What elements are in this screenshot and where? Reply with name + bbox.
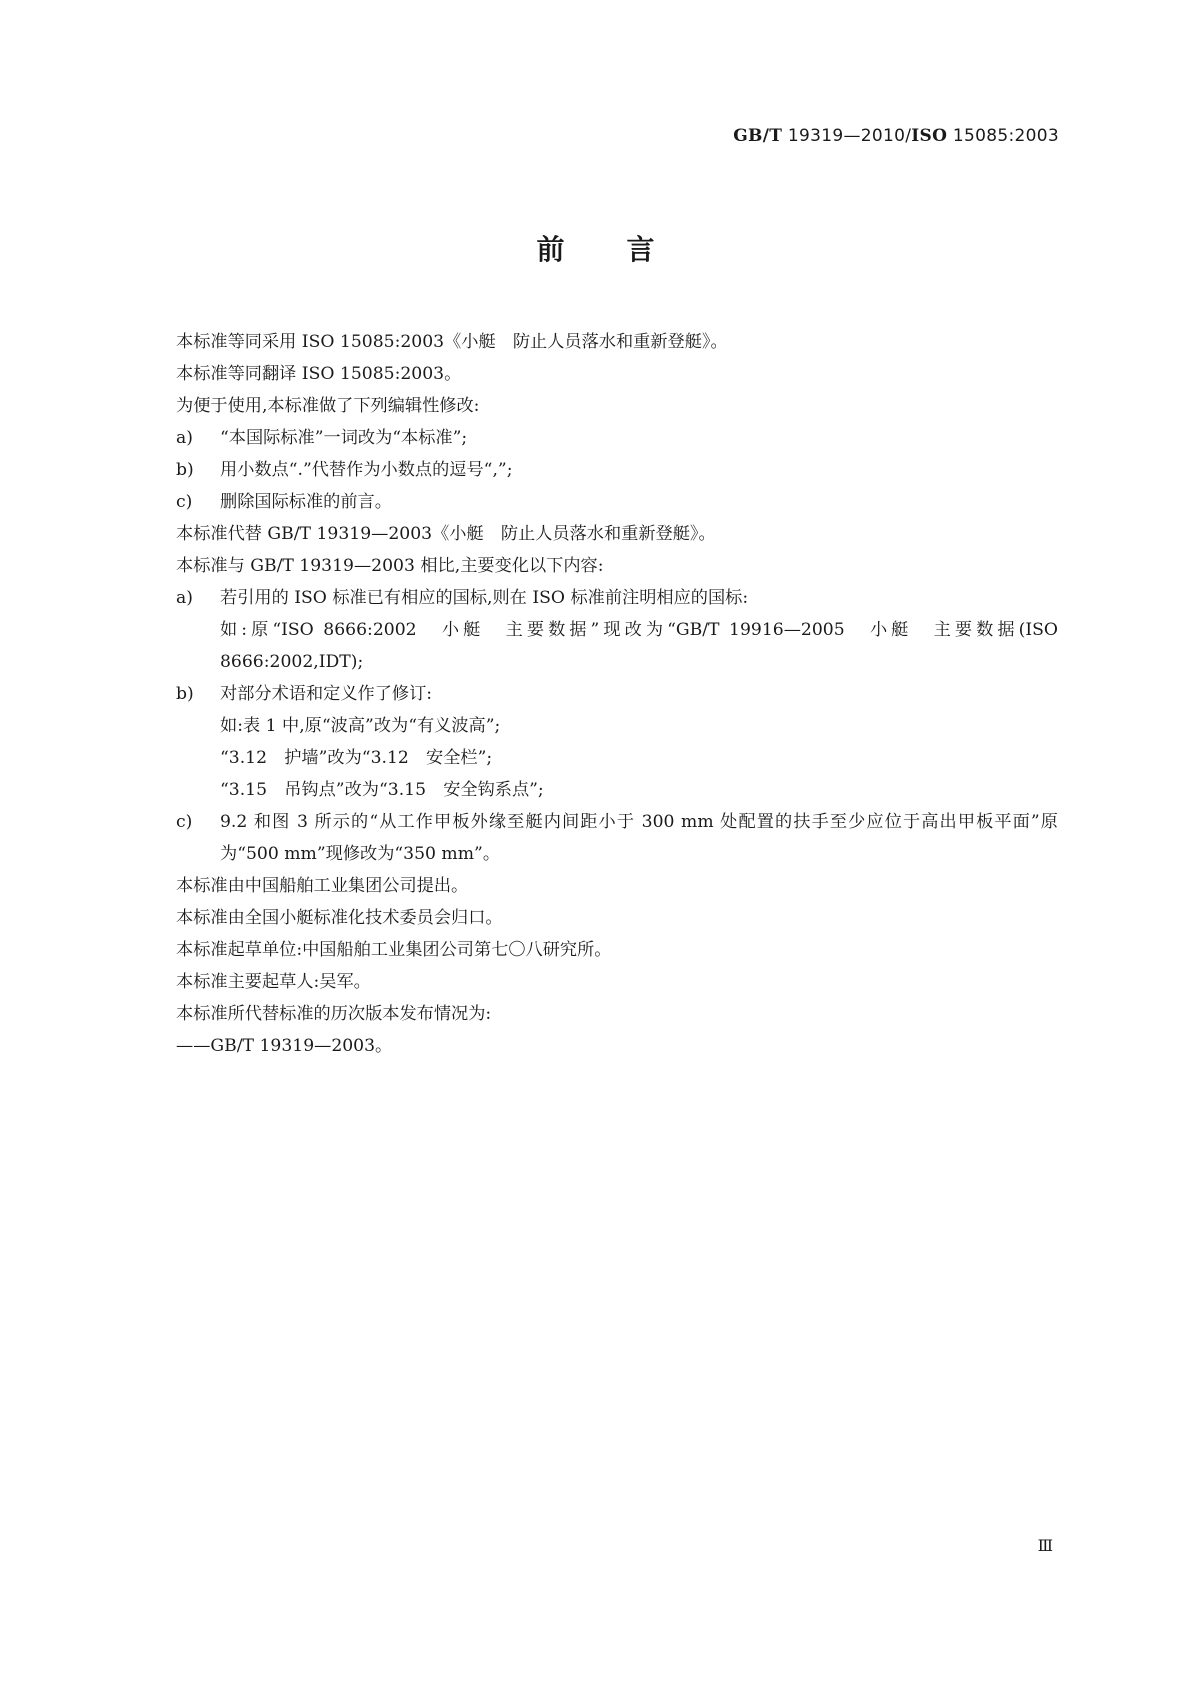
standard-code-number: 19319—2010/ [787, 126, 912, 146]
standard-code-header [733, 126, 1059, 146]
list-marker: b) [176, 684, 194, 704]
paragraph-edit-intro: 为便于使用,本标准做了下列编辑性修改: [176, 396, 480, 416]
list-item [176, 806, 1058, 870]
list-subtext: “3.12 护墙”改为“3.12 安全栏”; [220, 748, 493, 768]
list-marker: c) [176, 492, 193, 512]
paragraph-drafting-unit: 本标准起草单位:中国船舶工业集团公司第七〇八研究所。 [176, 940, 612, 960]
paragraph-history-intro: 本标准所代替标准的历次版本发布情况为: [176, 1004, 492, 1024]
list-marker: c) [176, 812, 193, 832]
list-text: 9.2 和图 3 所示的“从工作甲板外缘至艇内间距小于 300 mm 处配置的扶手至少应位于高出甲板平面”原为“500 mm”现修改为“350 mm”。 [220, 812, 1058, 864]
document-body [176, 326, 1058, 1062]
list-subtext: “3.15 吊钩点”改为“3.15 安全钩系点”; [220, 780, 544, 800]
paragraph-committee: 本标准由全国小艇标准化技术委员会归口。 [176, 908, 503, 928]
list-subtext: 如:表 1 中,原“波高”改为“有义波高”; [220, 716, 501, 736]
list-marker: a) [176, 588, 193, 608]
paragraph-translation: 本标准等同翻译 ISO 15085:2003。 [176, 364, 462, 384]
page-title: 前言 [536, 233, 717, 266]
list-item [176, 678, 1058, 710]
list-text: 若引用的 ISO 标准已有相应的国标,则在 ISO 标准前注明相应的国标: [220, 588, 749, 608]
paragraph-history-item: ——GB/T 19319—2003。 [176, 1036, 393, 1056]
list-item [176, 422, 1058, 454]
paragraph-proposer: 本标准由中国船舶工业集团公司提出。 [176, 876, 469, 896]
list-text: “本国际标准”一词改为“本标准”; [220, 428, 468, 448]
list-subtext: 如:原“ISO 8666:2002 小艇 主要数据”现改为“GB/T 19916—2005 小艇 主要数据(ISO 8666:2002,IDT); [220, 620, 1058, 672]
list-marker: b) [176, 460, 194, 480]
list-text: 删除国际标准的前言。 [220, 492, 392, 512]
standard-code-iso: ISO [911, 126, 948, 146]
list-item [176, 486, 1058, 518]
list-text: 用小数点“.”代替作为小数点的逗号“,”; [220, 460, 513, 480]
paragraph-drafter: 本标准主要起草人:吴军。 [176, 972, 371, 992]
list-item [176, 454, 1058, 486]
paragraph-changes-intro: 本标准与 GB/T 19319—2003 相比,主要变化以下内容: [176, 556, 604, 576]
paragraph-adoption: 本标准等同采用 ISO 15085:2003《小艇 防止人员落水和重新登艇》。 [176, 332, 728, 352]
paragraph-replaces: 本标准代替 GB/T 19319—2003《小艇 防止人员落水和重新登艇》。 [176, 524, 716, 544]
standard-code-gb: GB/T [733, 126, 783, 146]
list-item [176, 582, 1058, 614]
standard-code-iso-number: 15085:2003 [952, 126, 1059, 146]
list-marker: a) [176, 428, 193, 448]
list-text: 对部分术语和定义作了修订: [220, 684, 433, 704]
page-number: Ⅲ [1037, 1536, 1053, 1555]
